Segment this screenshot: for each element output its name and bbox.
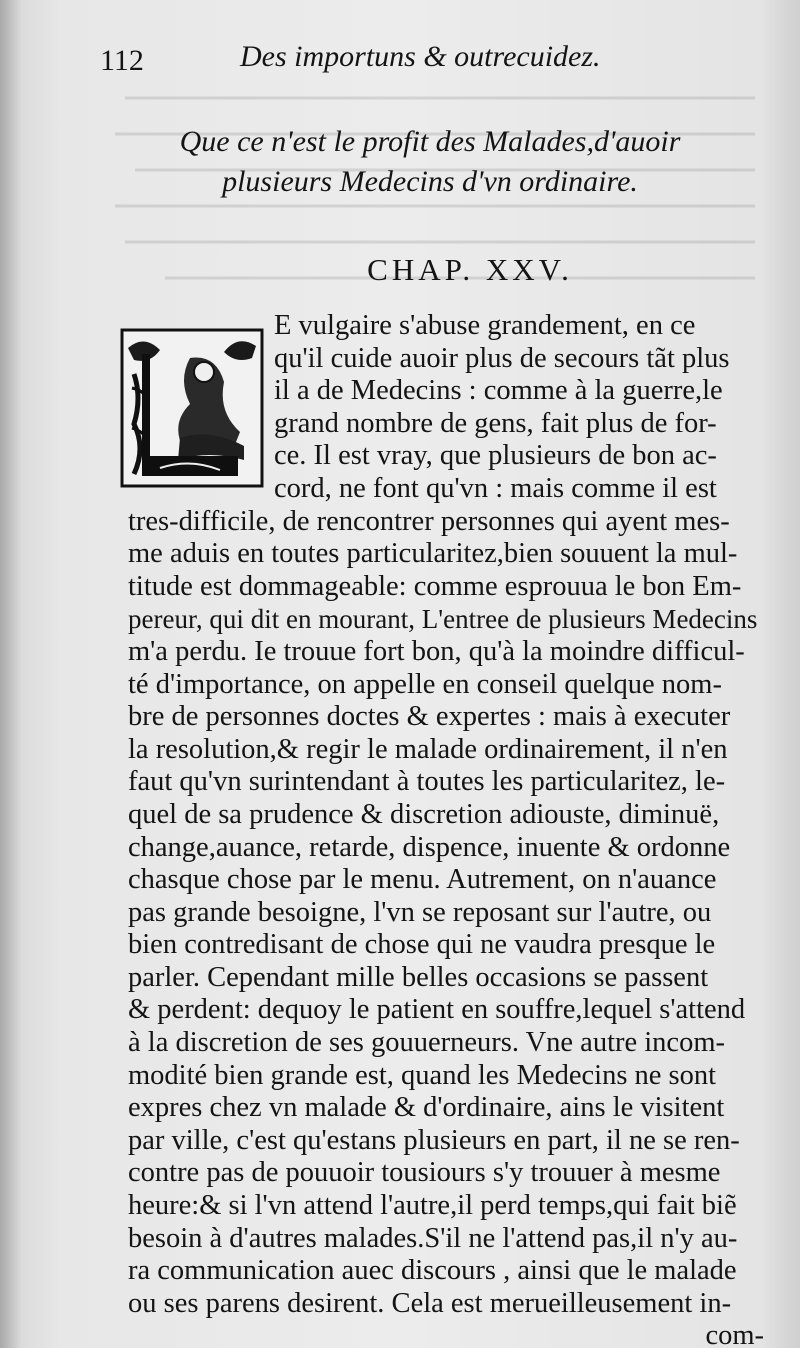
- text-line: bre de personnes doctes & expertes : mais à executer: [128, 701, 731, 733]
- text-line: tres-difficile, de rencontrer personnes qui ayent mes-: [128, 505, 730, 537]
- text-line: besoin à d'autres malades.S'il ne l'attend pas,il n'y au-: [128, 1222, 738, 1254]
- body-text: [128, 310, 764, 1348]
- text-line: té d'importance, on appelle en conseil quelque nom-: [128, 668, 722, 700]
- text-line: quel de sa prudence & discretion adiouste, diminuë,: [128, 798, 720, 830]
- catchword: com-: [705, 1320, 764, 1348]
- text-line: pereur, qui dit en mourant, L'entree de plusieurs Medecins: [128, 604, 758, 635]
- text-line: pas grande besoigne, l'vn se reposant sur l'autre, ou: [128, 896, 712, 928]
- chapter-title: [100, 122, 760, 202]
- text-line: grand nombre de gens, fait plus de for-: [274, 407, 717, 439]
- text-line: ce. Il est vray, que plusieurs de bon ac-: [274, 440, 717, 472]
- text-line: ou ses parens desirent. Cela est merueilleusement in-: [128, 1287, 732, 1319]
- text-line: titude est dommageable: comme esprouua le bon Em-: [128, 570, 742, 602]
- text-line: il a de Medecins : comme à la guerre,le: [274, 375, 723, 407]
- chapter-heading: CHAP. XXV.: [367, 252, 573, 287]
- text-line: & perdent: dequoy le patient en souffre,lequel s'attend: [128, 994, 746, 1026]
- bleed-through-shadow: [95, 78, 765, 327]
- running-title: Des importuns & outrecuidez.: [240, 40, 601, 73]
- text-line: heure:& si l'vn attend l'autre,il perd temps,qui fait biẽ: [128, 1190, 737, 1222]
- text-line: qu'il cuide auoir plus de secours tãt plus: [274, 342, 730, 374]
- text-line: la resolution,& regir le malade ordinairement, il n'en: [128, 733, 728, 765]
- page-number: 112: [100, 44, 144, 77]
- text-line: expres chez vn malade & d'ordinaire, ains le visitent: [128, 1092, 725, 1124]
- text-line: change,auance, retarde, dispence, inuente & ordonne: [128, 831, 731, 863]
- text-line: par ville, c'est qu'estans plusieurs en part, il ne se ren-: [128, 1124, 740, 1156]
- running-header: [100, 40, 620, 86]
- chapter-title-line: plusieurs Medecins d'vn ordinaire.: [222, 165, 638, 198]
- text-line: faut qu'vn surintendant à toutes les particularitez, le-: [128, 766, 726, 798]
- text-line: parler. Cependant mille belles occasions se passent: [128, 961, 709, 993]
- text-line: m'a perdu. Ie trouue fort bon, qu'à la moindre difficul-: [128, 635, 745, 667]
- text-line: ra communication auec discours , ainsi que le malade: [128, 1255, 737, 1287]
- text-line: contre pas de pouuoir tousiours s'y trouuer à mesme: [128, 1157, 721, 1189]
- chapter-title-line: Que ce n'est le profit des Malades,d'auoir: [179, 125, 681, 158]
- text-line: E vulgaire s'abuse grandement, en ce: [274, 310, 696, 341]
- text-line: me aduis en toutes particularitez,bien souuent la mul-: [128, 538, 738, 570]
- text-line: chasque chose par le menu. Autrement, on n'auance: [128, 864, 717, 896]
- text-line: modité bien grande est, quand les Medecins ne sont: [128, 1059, 717, 1091]
- text-line: cord, ne font qu'vn : mais comme il est: [274, 472, 717, 504]
- text-line: à la discretion de ses gouuerneurs. Vne autre incom-: [128, 1027, 725, 1059]
- text-line: bien contredisant de chose qui ne vaudra presque le: [128, 929, 716, 961]
